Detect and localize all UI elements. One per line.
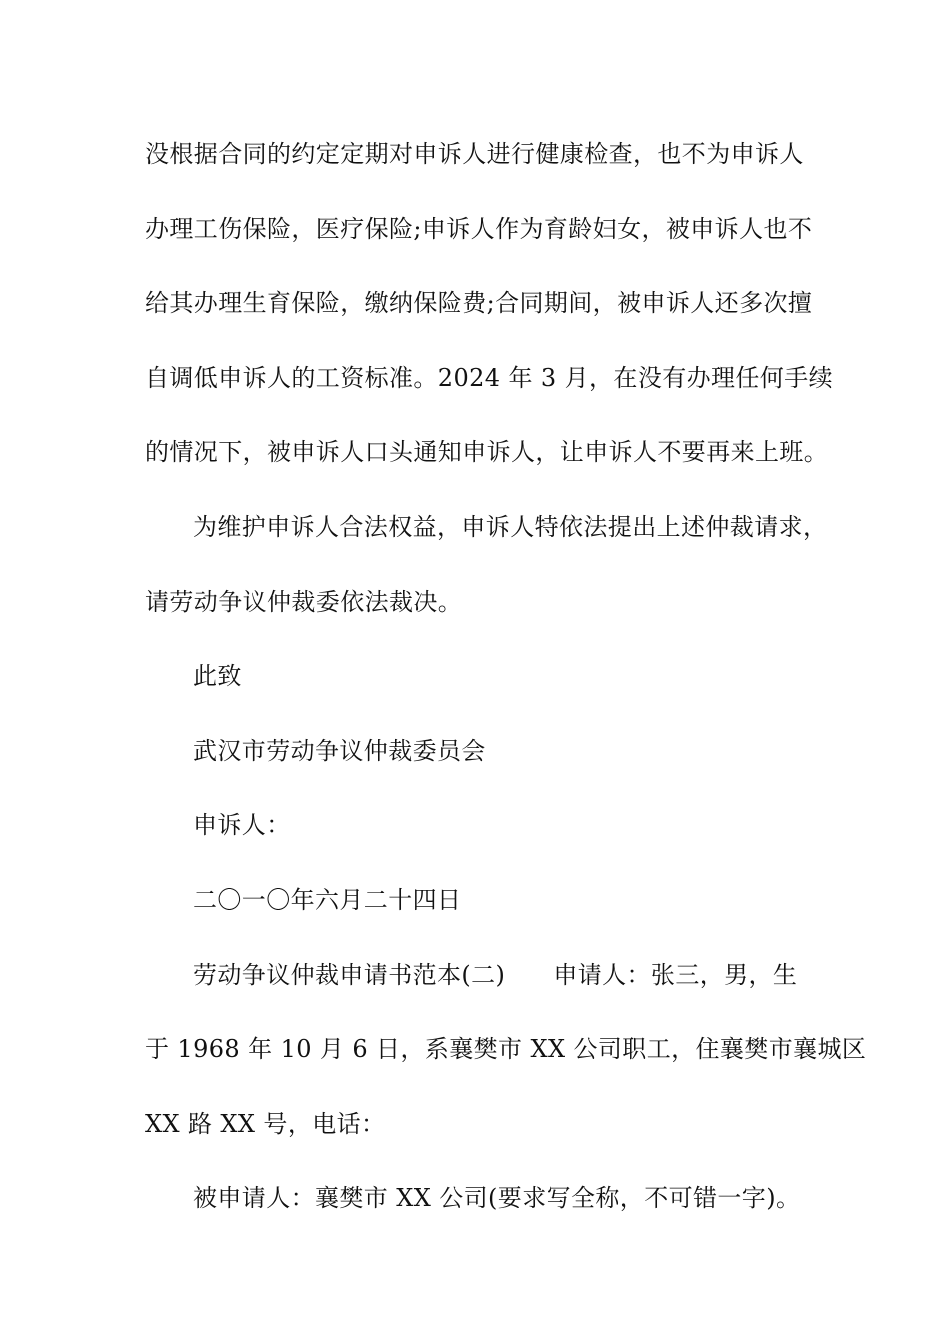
sample-title: 劳动争议仲裁申请书范本(二) xyxy=(193,960,506,989)
recipient: 武汉市劳动争议仲裁委员会 xyxy=(193,736,486,765)
paragraph-line: 自调低申诉人的工资标准。2024 年 3 月，在没有办理任何手续 xyxy=(145,363,834,392)
applicant-info-line: XX 路 XX 号，电话： xyxy=(145,1109,386,1138)
salutation: 此致 xyxy=(193,662,242,691)
sample-heading-line xyxy=(145,949,835,1024)
respondent-info: 被申请人：襄樊市 XX 公司(要求写全称，不可错一字)。 xyxy=(193,1184,801,1213)
paragraph-line: 请劳动争议仲裁委依法裁决。 xyxy=(145,587,463,616)
signature-label: 申诉人： xyxy=(193,811,291,840)
paragraph-line: 办理工伤保险，医疗保险;申诉人作为育龄妇女，被申诉人也不 xyxy=(145,214,813,243)
paragraph-line: 没根据合同的约定定期对申诉人进行健康检查，也不为申诉人 xyxy=(145,140,804,168)
paragraph-line: 的情况下，被申诉人口头通知申诉人，让申诉人不要再来上班。 xyxy=(145,438,829,467)
applicant-info: 申请人：张三，男，生 xyxy=(553,960,798,989)
paragraph-line: 为维护申诉人合法权益，申诉人特依法提出上述仲裁请求， xyxy=(193,512,828,541)
paragraph-line: 给其办理生育保险，缴纳保险费;合同期间，被申诉人还多次擅 xyxy=(145,289,813,318)
applicant-info-line: 于 1968 年 10 月 6 日，系襄樊市 XX 公司职工，住襄樊市襄城区 xyxy=(145,1035,867,1064)
document-page xyxy=(145,128,867,1247)
document-date: 二〇一〇年六月二十四日 xyxy=(193,885,462,914)
